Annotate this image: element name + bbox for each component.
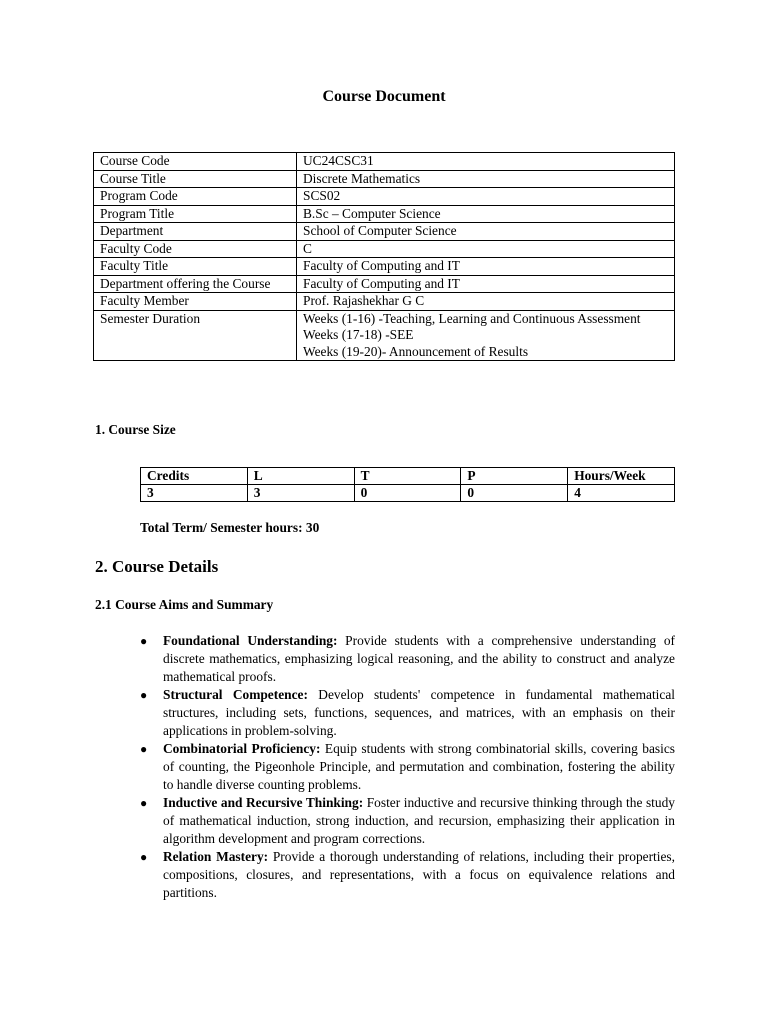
section-heading-course-size: 1. Course Size <box>95 422 176 437</box>
course-info-value-line: C <box>303 240 312 256</box>
course-info-label: Program Title <box>94 205 297 223</box>
course-info-row <box>94 258 675 276</box>
bullet-icon: ● <box>140 742 148 756</box>
course-size-header: P <box>461 468 568 485</box>
course-size-header: Hours/Week <box>568 468 675 485</box>
course-size-header: T <box>354 468 461 485</box>
course-info-value-line: Weeks (19-20)- Announcement of Results <box>303 343 529 359</box>
aim-title: Relation Mastery: <box>163 849 269 864</box>
course-info-row <box>94 205 675 223</box>
course-size-value: 4 <box>568 485 675 502</box>
bullet-icon: ● <box>140 634 148 648</box>
list-item <box>140 794 675 848</box>
course-info-label: Department offering the Course <box>94 275 297 293</box>
course-size-value-row <box>141 485 675 502</box>
list-item <box>140 632 675 686</box>
course-info-table <box>93 152 675 361</box>
course-info-value <box>297 293 675 311</box>
aim-description: Foster inductive and recursive thinking through the study of mathematical induction, strong induction, and recursion, emphasizing their application in algorithm development and program corrections. <box>163 795 675 846</box>
aim-description: Provide a thorough understanding of relations, including their properties, compositions, closures, and representations, with a focus on equivalence relations and partitions. <box>163 849 675 900</box>
course-info-value <box>297 170 675 188</box>
course-info-row <box>94 240 675 258</box>
course-size-value: 3 <box>247 485 354 502</box>
course-info-row <box>94 153 675 171</box>
aim-title: Combinatorial Proficiency: <box>163 741 321 756</box>
course-info-value-line: Prof. Rajashekhar G C <box>303 293 425 308</box>
aim-description: Equip students with strong combinatorial skills, covering basics of counting, the Pigeonhole Principle, and permutation and combination, fostering the ability to handle diverse counting problems. <box>163 741 675 792</box>
course-info-value <box>297 275 675 293</box>
bullet-icon: ● <box>140 796 148 810</box>
bullet-icon: ● <box>140 850 148 864</box>
course-info-value <box>297 240 675 258</box>
course-info-label: Faculty Code <box>94 240 297 258</box>
course-size-value: 3 <box>141 485 248 502</box>
course-info-value <box>297 188 675 206</box>
course-info-value <box>297 153 675 171</box>
list-item <box>140 848 675 902</box>
course-info-value <box>297 310 675 361</box>
course-info-value-line: Faculty of Computing and IT <box>303 275 460 291</box>
course-info-value-line: Weeks (1-16) -Teaching, Learning and Continuous Assessment <box>303 310 641 326</box>
list-item <box>140 740 675 794</box>
course-size-header: Credits <box>141 468 248 485</box>
page-title: Course Document <box>322 88 446 105</box>
course-info-label: Faculty Member <box>94 293 297 311</box>
course-info-value-line: UC24CSC31 <box>303 153 374 168</box>
course-info-row <box>94 310 675 361</box>
course-info-value-line: B.Sc – Computer Science <box>303 205 441 221</box>
course-info-row <box>94 170 675 188</box>
course-size-value: 0 <box>354 485 461 502</box>
course-info-value-line: Faculty of Computing and IT <box>303 258 460 273</box>
course-info-label: Program Code <box>94 188 297 206</box>
aim-title: Structural Competence: <box>163 687 308 702</box>
course-info-value-line: School of Computer Science <box>303 223 457 238</box>
course-info-body <box>94 153 675 361</box>
course-info-label: Faculty Title <box>94 258 297 276</box>
course-info-label: Department <box>94 223 297 241</box>
course-info-row <box>94 275 675 293</box>
course-aims-list <box>140 632 675 902</box>
aim-title: Inductive and Recursive Thinking: <box>163 795 364 810</box>
course-info-value <box>297 223 675 241</box>
aim-description: Provide students with a comprehensive understanding of discrete mathematics, emphasizing logical reasoning, and the ability to construct and analyze mathematical proofs. <box>163 633 676 684</box>
aim-description: Develop students' competence in fundamental mathematical structures, including sets, functions, sequences, and matrices, with an emphasis on their applications in problem-solving. <box>163 687 675 738</box>
course-info-value-line: Weeks (17-18) -SEE <box>303 327 414 342</box>
course-info-label: Semester Duration <box>94 310 297 361</box>
course-info-label: Course Code <box>94 153 297 171</box>
course-size-table <box>140 467 675 502</box>
course-info-row <box>94 223 675 241</box>
course-info-value-line: SCS02 <box>303 188 341 203</box>
course-info-row <box>94 188 675 206</box>
course-info-value <box>297 205 675 223</box>
aim-title: Foundational Understanding: <box>163 633 338 648</box>
course-size-value: 0 <box>461 485 568 502</box>
course-size-header-row <box>141 468 675 485</box>
list-item <box>140 686 675 740</box>
subsection-heading-course-aims: 2.1 Course Aims and Summary <box>95 597 274 612</box>
course-info-row <box>94 293 675 311</box>
course-size-header: L <box>247 468 354 485</box>
course-info-value <box>297 258 675 276</box>
total-semester-hours: Total Term/ Semester hours: 30 <box>140 520 320 535</box>
bullet-icon: ● <box>140 688 148 702</box>
section-heading-course-details: 2. Course Details <box>95 557 219 576</box>
course-info-value-line: Discrete Mathematics <box>303 170 421 186</box>
course-info-label: Course Title <box>94 170 297 188</box>
